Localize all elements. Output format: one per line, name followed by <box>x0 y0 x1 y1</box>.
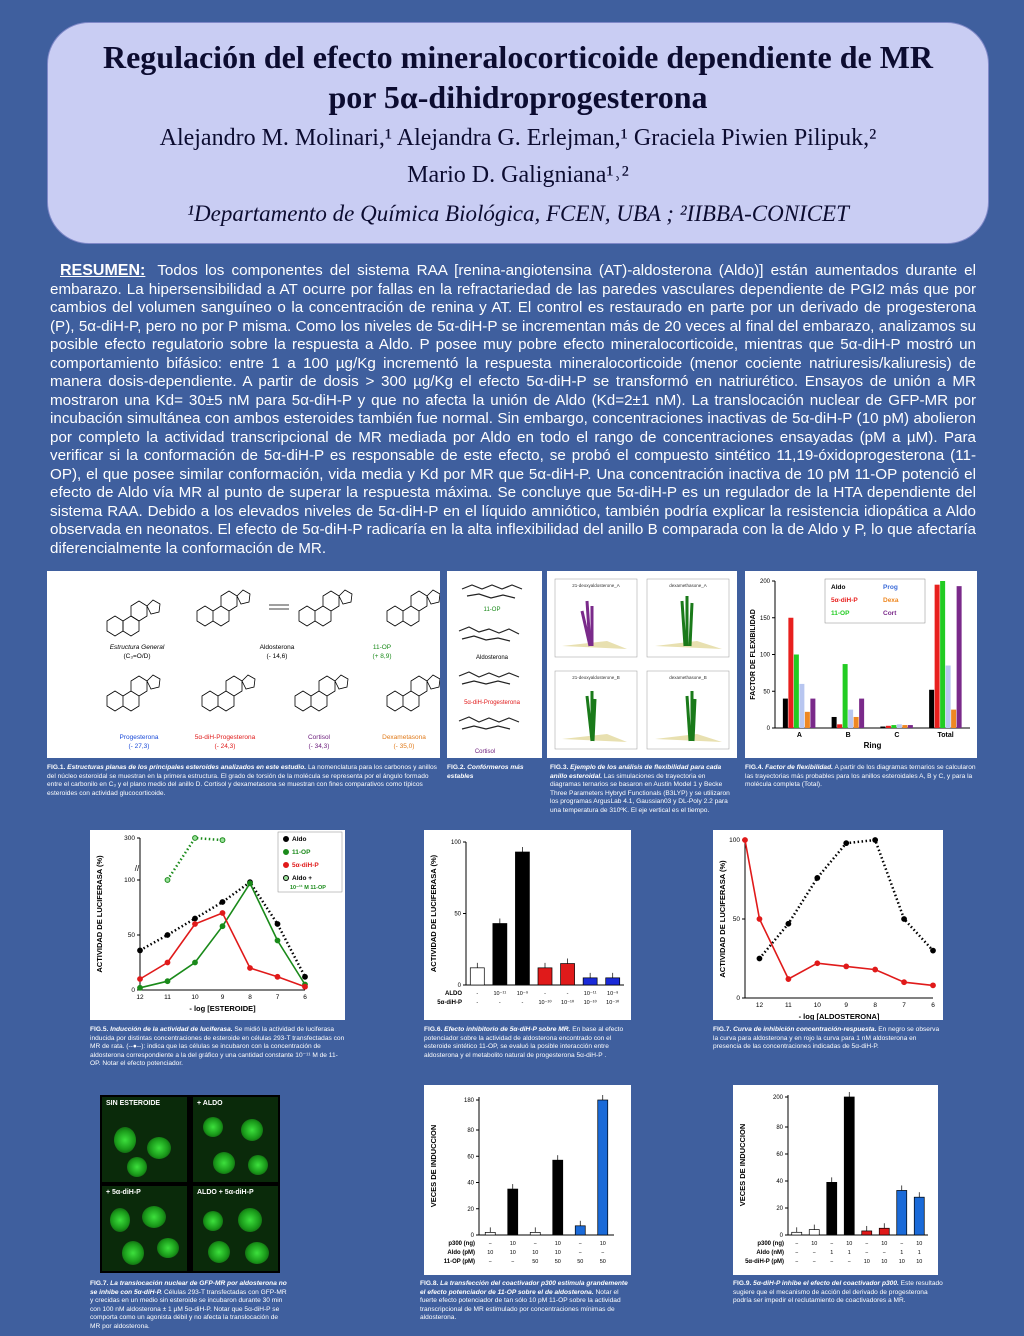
bar-B-3 <box>848 710 853 728</box>
y-tick-label-1: 50 <box>127 932 135 939</box>
row-label-2: 11-OP (pM) <box>443 1259 475 1265</box>
fig1-caption: FIG.1. Estructuras planas de los principales esteroides analizados en este estudio. La nomenclatura para los carbonos y anillos del núcleo esteroidal se muestran en la primera estructura. El grado de torsión de la molécula se representa por el ángulo formado entre el carbonilo en C₃ y el plano medio del anillo D. Cortisol y dexametasona se muestran con fines comparativos como típicos esteroides con actividad glucocorticoide. <box>47 764 437 797</box>
row-0-cell-0: - <box>476 991 479 997</box>
row-label-0: p300 (ng) <box>448 1241 475 1247</box>
point-3-0 <box>165 878 170 883</box>
y-axis-label: ACTIVIDAD DE LUCIFERASA (%) <box>429 854 438 973</box>
authors-line-1: Alejandro M. Molinari,¹ Alejandra G. Erlejman,¹ Graciela Piwien Pilipuk,² <box>159 125 877 151</box>
legend-1: 5α-diH-P <box>831 597 858 604</box>
point-2-4 <box>248 966 253 971</box>
row-0-cell-3: - <box>544 991 546 997</box>
bar-3 <box>538 968 552 985</box>
point-0-0 <box>138 948 143 953</box>
point-2-6 <box>303 984 308 989</box>
bar-5 <box>879 1228 889 1235</box>
point-2-2 <box>193 922 198 927</box>
fig1-label-12: Dexametasona <box>382 734 426 741</box>
bar-4 <box>575 1226 585 1235</box>
bar-Total-0 <box>929 690 934 728</box>
fig1-label-4: 11-OP <box>372 644 392 651</box>
point-2-3 <box>220 911 225 916</box>
x-tick-label-0: 12 <box>136 994 144 1001</box>
fig2-panel <box>447 571 542 758</box>
point-0-3 <box>844 841 849 846</box>
bar-C-1 <box>886 726 891 728</box>
row-2-cell-3: 50 <box>554 1259 561 1265</box>
point-1-2 <box>193 960 198 965</box>
x-axis-label: - log [ESTEROIDE] <box>189 1004 256 1013</box>
bar-B-5 <box>859 699 864 728</box>
fig1-label-13: (- 35,0) <box>393 743 415 750</box>
row-1-cell-4: 10⁻¹⁰ <box>561 1000 575 1006</box>
bar-2 <box>827 1182 837 1235</box>
point-0-2 <box>815 876 820 881</box>
bar-3 <box>844 1097 854 1235</box>
row-0-cell-4: − <box>578 1241 582 1247</box>
fig5-chart <box>90 830 345 1020</box>
bar-A-3 <box>799 684 804 728</box>
row-0-cell-4: - <box>566 991 569 997</box>
x-tick-label-0: 12 <box>755 1002 764 1009</box>
y-tick-label-3: 60 <box>467 1154 474 1161</box>
fig7b-caption: FIG.7. La translocación nuclear de GFP-MR por aldosterona no se inhibe con 5α-diH-P. Células 293-T transfectadas con GFP-MR y crecidas en un medio sin esteroide se incubaron durante 30 min con 100 nM aldosterona ± 1 µM 5α-diH-P. Notar que 5α-diH-P se comporta como un agonista débil y no afecta la translocación de MR por aldosterona. <box>90 1280 287 1330</box>
fig1-label-8: 5α-diH-Progesterona <box>194 734 256 741</box>
point-0-0 <box>757 956 762 961</box>
row-0-cell-2: − <box>533 1241 537 1247</box>
y-tick-label-3: 150 <box>759 615 770 622</box>
legend-label-2: 5α-diH-P <box>292 862 319 869</box>
abstract <box>50 262 976 558</box>
x-tick-label-2: 10 <box>813 1002 821 1009</box>
y-tick-label-1: 20 <box>776 1206 783 1212</box>
fig6-chart <box>424 830 631 1020</box>
x-tick-label-3: 9 <box>844 1002 849 1009</box>
y-tick-label-1: 20 <box>467 1206 474 1213</box>
legend-marker-0 <box>284 837 289 842</box>
point-0-5 <box>902 917 907 922</box>
fig1-label-11: (- 34,3) <box>308 743 330 750</box>
fig9-panel <box>733 1085 938 1275</box>
y-axis-label: VECES DE INDUCCION <box>738 1123 747 1207</box>
y-tick-label-4: 80 <box>776 1125 783 1131</box>
point-1-1 <box>757 917 762 922</box>
row-2-cell-3: − <box>847 1259 851 1265</box>
row-0-cell-6: − <box>900 1241 904 1247</box>
bar-1 <box>809 1230 819 1235</box>
x-tick-label-1: B <box>845 732 851 739</box>
bar-C-2 <box>891 725 896 728</box>
bar-A-0 <box>783 699 788 728</box>
fig7-chart <box>713 830 943 1020</box>
row-label-1: 5α-diH-P <box>437 1000 462 1006</box>
legend-5: Cort <box>883 610 897 617</box>
fig1-label-3: (- 14,6) <box>266 653 288 660</box>
point-0-6 <box>303 974 308 979</box>
point-1-4 <box>248 881 253 886</box>
bar-0 <box>470 968 484 985</box>
row-2-cell-4: 50 <box>577 1259 584 1265</box>
bar-Total-5 <box>957 586 962 728</box>
bar-6 <box>606 978 620 985</box>
x-tick-label-2: C <box>894 732 900 739</box>
bar-C-0 <box>880 727 885 728</box>
point-3-2 <box>220 838 225 843</box>
row-0-cell-2: 10⁻⁹ <box>516 991 529 997</box>
fig1-panel <box>47 571 440 758</box>
y-tick-label-5: 180 <box>463 1098 474 1104</box>
fig3-title-3: dexamethasone_B <box>669 675 707 680</box>
y-tick-label-0: 0 <box>766 726 770 732</box>
authors-line-2: Mario D. Galigniana¹˒² <box>407 162 629 188</box>
bar-C-3 <box>897 724 902 728</box>
row-1-cell-0: − <box>795 1250 799 1256</box>
row-2-cell-7: 10 <box>916 1259 923 1265</box>
fig8-caption: FIG.8. La transfección del coactivador p300 estimula grandemente el efecto potenciador de 11-OP sobre el de aldosterona. Notar el fuerte efecto potenciador de tan sólo 10 pM 11-OP sobre la actividad transcripcional de MR estimulado por concentraciones mínimas de aldosterona. <box>420 1280 628 1322</box>
point-1-6 <box>902 980 907 985</box>
row-1-cell-3: 10⁻¹⁰ <box>538 1000 552 1006</box>
fig7-panel <box>713 830 943 1020</box>
poster-header <box>47 22 989 244</box>
legend-2: 11-OP <box>831 610 850 617</box>
y-tick-label-1: 50 <box>763 689 770 696</box>
x-tick-label-4: 8 <box>248 994 252 1001</box>
row-1-cell-3: 1 <box>847 1250 851 1256</box>
legend-label-1: 11-OP <box>292 849 311 856</box>
legend-marker-1 <box>284 850 289 855</box>
row-2-cell-0: − <box>795 1259 799 1265</box>
bar-A-5 <box>810 699 815 728</box>
fig5-caption: FIG.5. Inducción de la actividad de luciferasa. Se midió la actividad de luciferasa inducida por distintas concentraciones de esteroide en células 293-T transfectadas con MR de rata. (--●--): indica que las células se incubaron con la concentración de aldosterona correspondiente a la del gráfico y una cantidad constante 10⁻¹¹ M de 11-OP. Notar el efecto potenciador. <box>90 1026 345 1068</box>
bar-4 <box>862 1231 872 1235</box>
legend-label-0: Aldo <box>292 836 307 843</box>
bar-3 <box>553 1160 563 1235</box>
micro-quadrant-0: SIN ESTEROIDE <box>102 1097 187 1182</box>
row-0-cell-6: 10⁻⁹ <box>607 991 619 997</box>
row-1-cell-1: − <box>812 1250 816 1256</box>
legend-4: Dexa <box>883 597 899 604</box>
row-0-cell-3: 10 <box>846 1241 853 1247</box>
row-0-cell-1: 10⁻¹¹ <box>493 991 507 997</box>
x-axis-label: Ring <box>863 741 882 750</box>
legend-label-3: Aldo + <box>292 875 313 882</box>
point-0-5 <box>275 922 280 927</box>
fig9-caption: FIG.9. 5α-diH-P inhibe el efecto del coactivador p300. Este resultado sugiere que el mecanismo de acción del derivado de progesterona podría ser impedir el reclutamiento de coactivadores a MR. <box>733 1280 943 1305</box>
point-2-0 <box>138 977 143 982</box>
row-1-cell-0: - <box>476 1000 479 1006</box>
point-1-0 <box>743 838 748 843</box>
legend-marker-3 <box>284 876 289 881</box>
y-tick-label-3: 300 <box>124 835 135 842</box>
row-2-cell-6: 10 <box>898 1259 905 1265</box>
row-0-cell-5: 10⁻¹¹ <box>583 991 597 997</box>
row-0-cell-1: 10 <box>811 1241 818 1247</box>
micro-quadrant-2: + 5α-diH-P <box>102 1186 187 1271</box>
row-2-cell-4: 10 <box>863 1259 870 1265</box>
fig1-label-10: Cortisol <box>307 734 331 741</box>
row-1-cell-5: − <box>601 1250 605 1256</box>
y-tick-label-4: 200 <box>759 579 770 585</box>
fig6-caption: FIG.6. Efecto inhibitorio de 5α-diH-P sobre MR. En base al efecto potenciador sobre la actividad de aldosterona encontrado con el esteroide sintético 11-OP, se evaluó la posible interacción entre aldosterona y el metabolito natural de progesterona 5α-diH-P . <box>424 1026 624 1059</box>
fig1-label-7: (- 27,3) <box>128 743 150 750</box>
row-2-cell-0: − <box>488 1259 492 1265</box>
bar-Total-4 <box>951 710 956 728</box>
row-0-cell-5: 10 <box>599 1241 606 1247</box>
fig4-caption: FIG.4. Factor de flexibilidad. A partir de los diagramas ternarios se calcularon las trayectorias más probables para los anillos esteroidales A, B y C, y para la molécula completa (Total). <box>745 764 976 789</box>
fig3-title-0: 21-deoxyaldosterone_A <box>572 583 620 588</box>
y-tick-label-0: 0 <box>470 1233 474 1239</box>
point-2-5 <box>275 974 280 979</box>
legend-label-3b: 10⁻¹¹ M 11-OP <box>290 885 326 891</box>
bar-7 <box>914 1197 924 1235</box>
y-tick-label-1: 50 <box>732 916 740 923</box>
point-0-3 <box>220 900 225 905</box>
x-tick-label-3: 9 <box>220 994 225 1001</box>
row-label-1: Aldo (nM) <box>756 1250 784 1256</box>
y-tick-label-2: 100 <box>450 840 461 846</box>
row-1-cell-7: 1 <box>917 1250 921 1256</box>
bar-5 <box>598 1100 608 1235</box>
point-2-1 <box>165 960 170 965</box>
point-1-4 <box>844 964 849 969</box>
fig3-caption: FIG.3. Ejemplo de los análisis de flexibilidad para cada anillo esteroidal. Las simulaciones de trayectoria en diagramas ternarios se basaron en Austin Model 1 y Becke Three Parameters Hybryd Functionals (B3LYP) y se utilizaron los programas ArgusLab 4.1, Gaussian03 y DL-Poly 2.2 para una temperatura de 310ºK. El eje vertical es el tiempo. <box>550 764 730 814</box>
row-0-cell-5: 10 <box>881 1241 888 1247</box>
row-1-cell-3: 10 <box>554 1250 561 1256</box>
x-tick-label-0: A <box>796 732 802 739</box>
fig1-label-6: Progesterona <box>119 734 159 741</box>
bar-B-0 <box>832 717 837 728</box>
row-2-cell-2: 50 <box>532 1259 539 1265</box>
y-axis-label: VECES DE INDUCCION <box>429 1124 438 1208</box>
series-line-1 <box>745 840 933 985</box>
row-0-cell-4: − <box>865 1241 869 1247</box>
y-tick-label-0: 0 <box>736 995 740 1002</box>
bar-1 <box>493 924 507 985</box>
point-1-5 <box>275 938 280 943</box>
row-2-cell-1: − <box>511 1259 515 1265</box>
legend-3: Prog <box>883 584 898 591</box>
fig7-caption: FIG.7. Curva de inhibición concentración-respuesta. En negro se observa la curva para aldosterona y en rojo la curva para 1 nM aldosterona en presencia de las concentraciones indicadas de 5α-diH-P. <box>713 1026 940 1051</box>
point-0-6 <box>931 948 936 953</box>
fig1-label-9: (- 24,3) <box>214 743 236 750</box>
legend-marker-2 <box>284 863 289 868</box>
bar-Total-3 <box>946 666 951 728</box>
bar-B-4 <box>854 717 859 728</box>
micro-quadrant-3: ALDO + 5α-diH-P <box>193 1186 278 1271</box>
y-tick-label-0: 0 <box>779 1233 783 1239</box>
affiliation: ¹Departamento de Química Biológica, FCEN, UBA ; ²IIBBA-CONICET <box>187 201 849 226</box>
row-0-cell-1: 10 <box>509 1241 516 1247</box>
row-0-cell-2: − <box>830 1241 834 1247</box>
bar-A-4 <box>805 712 810 728</box>
row-label-2: 5α-diH-P (pM) <box>745 1259 784 1265</box>
row-1-cell-4: − <box>865 1250 869 1256</box>
bar-Total-1 <box>935 585 940 728</box>
abstract-text: Todos los componentes del sistema RAA [renina-angiotensina (AT)-aldosterona (Aldo)] están aumentados durante el embarazo. La hipersensibilidad a AT ocurre por fallas en la refractariedad de las paredes vasculares dependiente de PGI2 más que por cambios del volumen sanguíneo o la concentración de renina y AT. El control es restaurado en parte por un derivado de progesterona (P), 5α-diH-P, pero no por P misma. Como los niveles de 5α-diH-P se incrementan más de 20 veces al final del embarazo, analizamos su posible efecto regulatorio sobre la respuesta a Aldo. P posee muy pobre efecto mineralocorticoide, mientras que 5α-diH-P mostró un comportamiento bifásico: entre 1 a 100 µg/Kg incrementó la respuesta mineralocorticoide (menor cociente natriuresis/kaliuresis) de manera dosis-dependiente. A partir de dosis > 300 µg/Kg el efecto 5α-diH-P se transformó en natriurético. Ensayos de unión a MR mostraron una Kd= 30±5 nM para 5α-diH-P y que no afecta la unión de Aldo (Kd=2±1 nM). La translocación nuclear de GFP-MR por incubación simultánea con ambos esteroides también fue normal. Sin embargo, concentraciones inactivas de 5α-diH-P (10 pM) abolieron por completo la actividad transcripcional de MR mediada por Aldo en todo el rango de concentraciones ensayadas (pM a µM). Para verificar si la conformación de 5α-diH-P es responsable de este efecto, se probó el compuesto sintético 11,19-óxidoprogesterona (11-OP), el que posee similar conformación, vida media y Kd por MR que 5α-diH-P. Una concentración inactiva de 10 pM 11-OP potenció el efecto de Aldo vía MR al punto de superar la respuesta máxima. Se concluye que 5α-diH-P es un regulador de la HTA dependiente del sistema RAA. Debido a los elevados niveles de 5α-diH-P en el líquido amniótico, también podría explicar la resistencia idiopática a Aldo observada en neonatos. El efecto de 5α-diH-P radicaría en la alta inflexibilidad del anillo B comparada con la de Aldo y P, lo que afectaría diferencialmente la conformación de MR. <box>50 262 976 557</box>
series-line-0 <box>760 840 934 959</box>
row-0-cell-3: 10 <box>554 1241 561 1247</box>
steroid-structures <box>47 571 440 758</box>
x-tick-label-4: 8 <box>873 1002 877 1009</box>
y-tick-label-3: 60 <box>776 1152 783 1158</box>
y-tick-label-2: 100 <box>729 837 740 844</box>
fig8-chart <box>424 1085 631 1275</box>
x-tick-label-6: 6 <box>931 1002 935 1009</box>
bar-6 <box>897 1190 907 1235</box>
poster-title: Regulación del efecto mineralocorticoide dependiente de MR por 5α-dihidroprogesterona <box>102 39 934 115</box>
x-tick-label-5: 7 <box>902 1002 906 1009</box>
legend-0: Aldo <box>831 584 846 591</box>
point-3-1 <box>193 836 198 841</box>
fig2-label-0: 11-OP <box>483 607 501 613</box>
fig3-panel <box>547 571 737 758</box>
bar-4 <box>561 964 575 985</box>
row-label-0: p300 (ng) <box>757 1241 784 1247</box>
y-tick-label-4: 80 <box>467 1128 474 1134</box>
x-axis-label: - log [ALDOSTERONA] <box>798 1012 880 1020</box>
fig4-chart <box>745 571 977 758</box>
fig3-title-1: dexamethasone_A <box>669 583 707 588</box>
axis-break: // <box>134 864 140 873</box>
bar-C-4 <box>902 725 907 728</box>
point-0-2 <box>193 916 198 921</box>
y-tick-label-2: 100 <box>124 877 135 884</box>
row-0-cell-7: 10 <box>916 1241 923 1247</box>
x-tick-label-1: 11 <box>164 994 171 1001</box>
row-1-cell-0: 10 <box>487 1250 494 1256</box>
bar-2 <box>530 1232 540 1235</box>
fig4-panel <box>745 571 977 758</box>
point-0-1 <box>786 921 791 926</box>
bar-0 <box>485 1232 495 1235</box>
bar-1 <box>508 1189 518 1235</box>
x-tick-label-6: 6 <box>303 994 307 1001</box>
point-0-4 <box>873 838 878 843</box>
y-tick-label-0: 0 <box>457 983 461 989</box>
row-1-cell-2: 10 <box>532 1250 539 1256</box>
row-label-0: ALDO <box>445 991 462 997</box>
row-1-cell-5: 10⁻¹⁰ <box>583 1000 597 1006</box>
row-label-1: Aldo (pM) <box>447 1250 475 1256</box>
fig1-label-0: Estructura General <box>109 644 165 651</box>
bar-Total-2 <box>940 581 945 728</box>
fig2-label-3: Cortisol <box>474 749 496 755</box>
fig2-label-1: Aldosterona <box>475 655 509 661</box>
fig1-label-5: (+ 8,9) <box>372 653 392 660</box>
row-1-cell-6: 10⁻¹⁰ <box>606 1000 620 1006</box>
bar-A-1 <box>788 618 793 728</box>
row-0-cell-0: − <box>795 1241 799 1247</box>
microscopy-panel <box>100 1095 280 1273</box>
point-1-0 <box>138 985 143 990</box>
bar-B-1 <box>837 724 842 728</box>
point-1-5 <box>873 967 878 972</box>
point-1-3 <box>220 924 225 929</box>
bar-5 <box>583 978 597 985</box>
point-1-3 <box>815 961 820 966</box>
y-tick-label-0: 0 <box>131 987 135 994</box>
bar-2 <box>515 852 529 985</box>
fig2-label-2: 5α-diH-Progesterona <box>464 700 520 706</box>
point-1-7 <box>931 983 936 988</box>
x-tick-label-2: 10 <box>191 994 199 1001</box>
bar-0 <box>792 1232 802 1235</box>
x-tick-label-3: Total <box>937 732 954 739</box>
x-tick-label-5: 7 <box>275 994 280 1001</box>
fig3-title-2: 21-deoxyaldosterone_B <box>572 675 620 680</box>
fig2-caption: FIG.2. Confórmeros más estables <box>447 764 524 780</box>
row-2-cell-5: 50 <box>599 1259 606 1265</box>
y-tick-label-1: 50 <box>454 911 461 918</box>
micro-quadrant-1: + ALDO <box>193 1097 278 1182</box>
row-1-cell-5: − <box>882 1250 886 1256</box>
y-tick-label-5: 200 <box>772 1095 783 1101</box>
point-0-1 <box>165 933 170 938</box>
row-1-cell-1: - <box>498 1000 501 1006</box>
y-axis-label: ACTIVIDAD DE LUCIFERASA (%) <box>718 860 727 978</box>
y-axis-label: ACTIVIDAD DE LUCIFERASA (%) <box>95 855 104 973</box>
row-1-cell-4: − <box>578 1250 582 1256</box>
point-1-2 <box>786 977 791 982</box>
row-2-cell-1: − <box>812 1259 816 1265</box>
fig1-label-1: (C₃=O/D) <box>123 653 151 660</box>
point-1-1 <box>165 979 170 984</box>
row-2-cell-5: 10 <box>881 1259 888 1265</box>
row-1-cell-2: 1 <box>830 1250 834 1256</box>
fig8-panel <box>424 1085 631 1275</box>
y-tick-label-2: 40 <box>467 1180 474 1187</box>
abstract-label: RESUMEN: <box>60 262 146 279</box>
conformers <box>447 571 542 758</box>
row-0-cell-0: − <box>488 1241 492 1247</box>
fig6-panel <box>424 830 631 1020</box>
fig9-chart <box>733 1085 938 1275</box>
y-axis-label: FACTOR DE FLEXIBILIDAD <box>750 609 757 700</box>
fig5-panel <box>90 830 345 1020</box>
row-1-cell-6: 1 <box>900 1250 904 1256</box>
row-1-cell-2: - <box>521 1000 524 1006</box>
series-line-3 <box>168 838 223 880</box>
row-2-cell-2: − <box>830 1259 834 1265</box>
bar-B-2 <box>843 664 848 728</box>
fig1-label-2: Aldosterona <box>259 644 295 651</box>
y-tick-label-2: 100 <box>759 652 770 659</box>
ternary-plots <box>547 571 737 758</box>
x-tick-label-1: 11 <box>785 1002 792 1009</box>
bar-C-5 <box>908 725 913 728</box>
y-tick-label-2: 40 <box>776 1179 783 1185</box>
bar-A-2 <box>794 655 799 729</box>
row-1-cell-1: 10 <box>509 1250 516 1256</box>
